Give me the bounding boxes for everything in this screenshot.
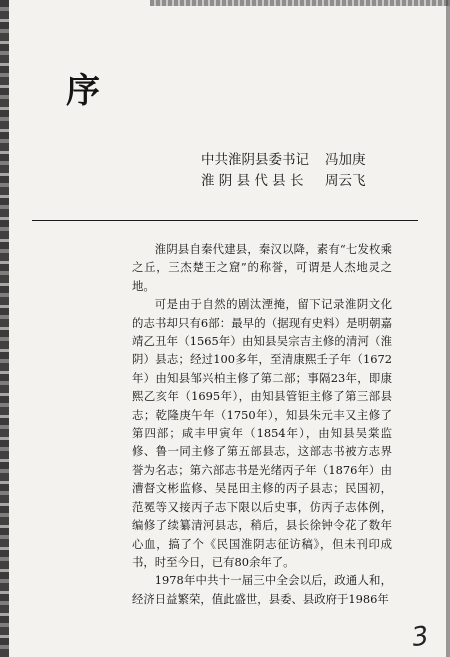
paragraph: 淮阴县自秦代建县，秦汉以降，素有“七发枚乘之丘，三杰楚王之窟”的称誉，可谓是人杰地灵之地。 — [132, 242, 392, 293]
handwritten-page-number: 3 — [409, 620, 431, 654]
paragraph: 1978年中共十一届三中全会以后，政通人和，经济日益繁荣，值此盛世，县委、县政府于1986年 — [132, 573, 392, 606]
page-title: 序 — [66, 71, 101, 111]
author-block — [201, 150, 416, 192]
page-top-edge-shadow — [150, 0, 450, 6]
author-name: 冯加庚 — [325, 152, 366, 168]
author-role: 淮 阴 县 代 县 长 — [201, 173, 304, 189]
page-right-edge-shadow — [446, 0, 450, 657]
divider-line — [32, 220, 418, 221]
body-text — [132, 240, 392, 608]
author-row — [201, 171, 416, 192]
page-left-edge-shadow — [0, 0, 9, 657]
paragraph: 可是由于自然的剧汰湮掩，留下记录淮阴文化的志书却只有6部：最早的（据现有史料）是明朝嘉靖乙丑年（1565年）由知县吴宗吉主修的清河（淮阴）县志；经过100多年，至清康熙壬子年（1672年）由知县邹兴柏主修了第二部；事隔23年，即康熙乙亥年（1695年），由知县管钜主修了第三部县志；乾隆庚午年（1750年），知县朱元丰又主修了第四部；咸丰甲寅年（1854年），由知县吴棠监修、鲁一同主修了第五部县志，这部志书被方志界誉为名志；第六部志书是光绪丙子年（1876年）由漕督文彬监修、吴昆田主修的丙子县志；民国初，范冕等又接丙子志下限以后史事，仿丙子志体例，编修了续纂清河县志，稍后，县长徐钟令花了数年心血，搞了个《民国淮阴志征访稿》，但未刊印成书，时至今日，已有80余年了。 — [132, 297, 392, 569]
author-role: 中共淮阴县委书记 — [201, 152, 309, 168]
author-name: 周云飞 — [325, 173, 366, 189]
author-row — [201, 150, 416, 171]
